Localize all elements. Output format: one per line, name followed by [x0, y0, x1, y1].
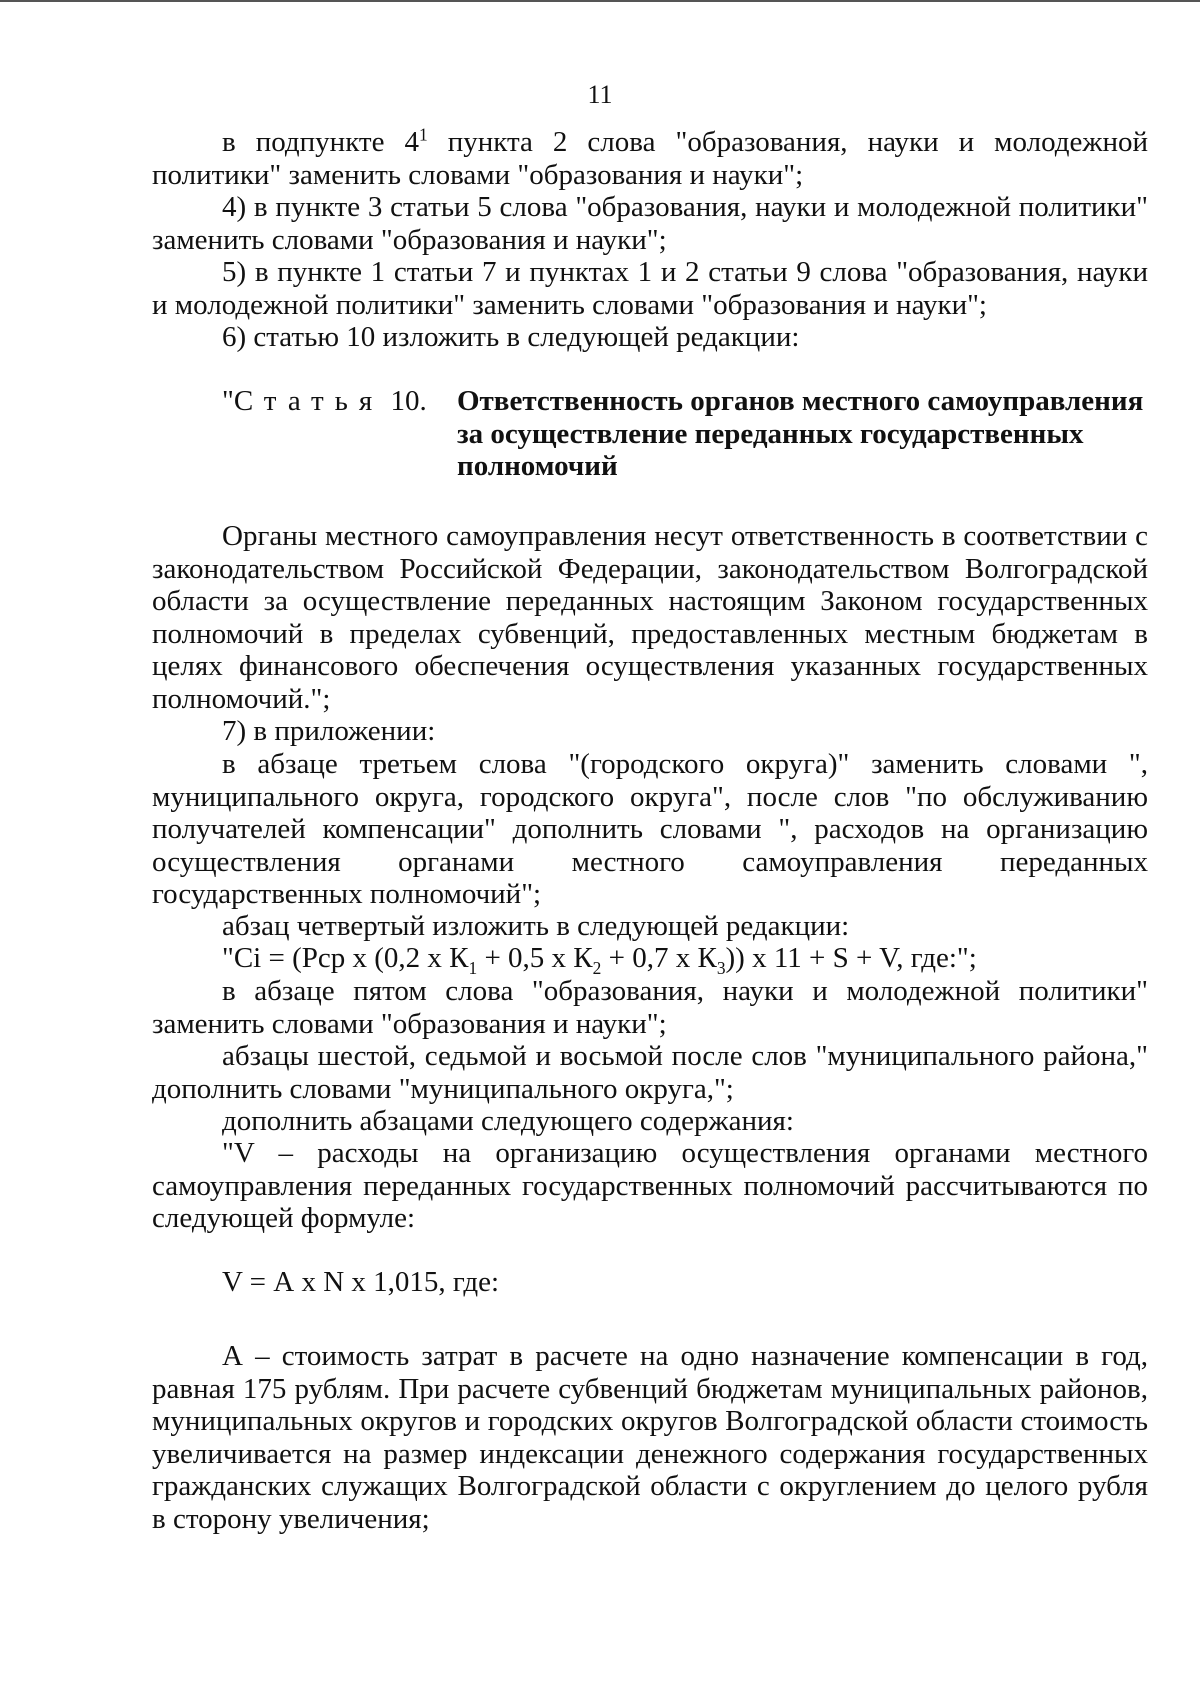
- article-number: 10.: [390, 385, 427, 417]
- paragraph-fifth-abzac: в абзаце пятом слова "образования, науки и молодежной политики" заменить словами "образования и науки";: [152, 975, 1148, 1040]
- paragraph-fourth-abzac: абзац четвертый изложить в следующей редакции:: [222, 910, 850, 942]
- paragraph-text: пункта 2 слова "образования, науки и молодежной политики" заменить словами "образования и науки";: [152, 126, 1148, 191]
- paragraph-subitem-4-1: [152, 126, 1148, 191]
- formula-part: "Ci = (Рср х (0,2 х К: [222, 942, 469, 974]
- paragraph-item-7: 7) в приложении:: [222, 715, 436, 747]
- paragraph-item-5: 5) в пункте 1 статьи 7 и пунктах 1 и 2 статьи 9 слова "образования, науки и молодежной политики" заменить словами "образования и науки";: [152, 256, 1148, 321]
- article-label: [222, 385, 427, 418]
- paragraph-responsibility: Органы местного самоуправления несут ответственность в соответствии с законодательством Российской Федерации, законодательством Волгоградской области за осуществление переданных настоящим Законом государственных полномочий в пределах субвенций, предоставленных местным бюджетам в целях финансового обеспечения осуществления указанных государственных полномочий.";: [152, 520, 1148, 715]
- paragraph-sixth-eighth-abzac: абзацы шестой, седьмой и восьмой после слов "муниципального района," дополнить словами "муниципального округа,";: [152, 1040, 1148, 1105]
- quote-mark: ": [222, 385, 234, 417]
- scan-edge-line: [0, 0, 1200, 2]
- formula-ci: [152, 942, 1148, 978]
- paragraph-third-abzac: в абзаце третьем слова "(городского округа)" заменить словами ", муниципального округа, городского округа", после слов "по обслуживанию получателей компенсации" дополнить словами ", расходов на организацию осуществления органами местного самоуправления переданных государственных полномочий";: [152, 748, 1148, 910]
- formula-part: )) х 11 + S + V, где:";: [725, 942, 977, 974]
- formula-part: + 0,7 х К: [601, 942, 717, 974]
- formula-part: + 0,5 х К: [477, 942, 593, 974]
- paragraph-text: в подпункте 4: [222, 126, 419, 158]
- page-number: 11: [587, 80, 613, 109]
- article-word: Статья: [233, 385, 384, 417]
- subscript: 1: [468, 957, 478, 978]
- paragraph-add-abzacs: дополнить абзацами следующего содержания:: [222, 1105, 794, 1137]
- subscript: 3: [716, 957, 726, 978]
- paragraph-item-4: 4) в пункте 3 статьи 5 слова "образования, науки и молодежной политики" заменить словами "образования и науки";: [152, 191, 1148, 256]
- article-title: Ответственность органов местного самоуправления за осуществление переданных государственных полномочий: [457, 385, 1144, 482]
- subscript: 2: [592, 957, 602, 978]
- paragraph-v-definition: "V – расходы на организацию осуществления органами местного самоуправления переданных государственных полномочий рассчитываются по следующей формуле:: [152, 1137, 1148, 1234]
- formula-v: V = А х N х 1,015, где:: [222, 1266, 500, 1298]
- superscript: 1: [418, 124, 428, 145]
- paragraph-a-definition: А – стоимость затрат в расчете на одно назначение компенсации в год, равная 175 рублям. При расчете субвенций бюджетам муниципальных районов, муниципальных округов и городских округов Волгоградской области стоимость увеличивается на размер индексации денежного содержания государственных гражданских служащих Волгоградской области с округлением до целого рубля в сторону увеличения;: [152, 1340, 1148, 1535]
- paragraph-item-6: 6) статью 10 изложить в следующей редакции:: [222, 321, 800, 353]
